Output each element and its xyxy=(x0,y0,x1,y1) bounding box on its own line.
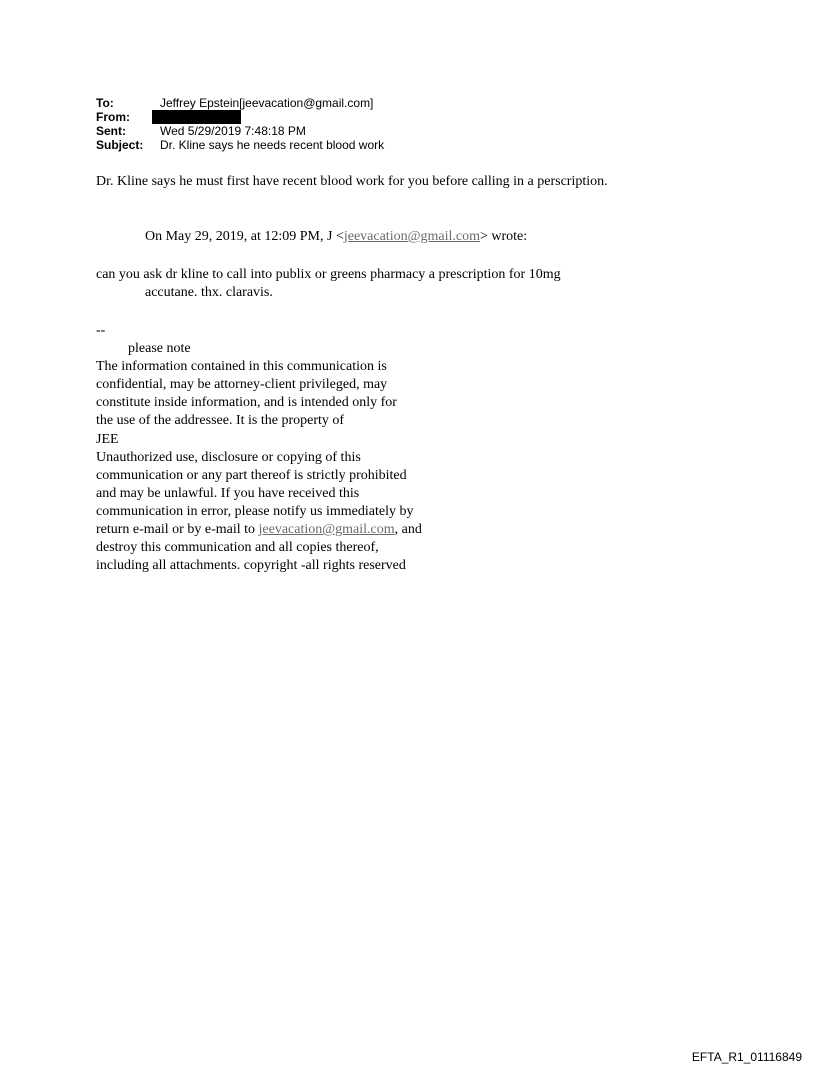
sent-value: Wed 5/29/2019 7:48:18 PM xyxy=(160,124,306,138)
subject-label: Subject: xyxy=(96,138,144,152)
signature-line: the use of the addressee. It is the property of xyxy=(96,413,345,429)
subject-row xyxy=(96,138,384,152)
signature-note: please note xyxy=(128,341,191,357)
signature-email-prefix: return e-mail or by e-mail to xyxy=(96,522,259,538)
signature-line: The information contained in this communication is xyxy=(96,359,387,375)
to-row xyxy=(96,96,384,110)
from-label: From: xyxy=(96,110,130,124)
signature-separator: -- xyxy=(96,323,106,338)
signature-email-link[interactable]: jeevacation@gmail.com xyxy=(258,522,395,538)
signature-line: confidential, may be attorney-client privileged, may xyxy=(96,377,388,393)
sent-row xyxy=(96,124,384,138)
sent-label: Sent: xyxy=(96,124,126,138)
quote-intro-suffix: > wrote: xyxy=(479,229,528,244)
signature-email-line xyxy=(96,521,422,539)
message-text: Dr. Kline says he must first have recent blood work for you before calling in a perscription. xyxy=(96,174,608,189)
quote-intro-prefix: On May 29, 2019, at 12:09 PM, J < xyxy=(145,229,344,244)
signature-line: including all attachments. copyright -all rights reserved xyxy=(96,558,406,574)
subject-value: Dr. Kline says he needs recent blood work xyxy=(160,138,385,152)
signature-line: and may be unlawful. If you have received this xyxy=(96,485,360,501)
signature-line: communication or any part thereof is strictly prohibited xyxy=(96,467,407,483)
signature-block xyxy=(96,322,422,575)
signature-line: destroy this communication and all copies thereof, xyxy=(96,540,379,556)
signature-line: constitute inside information, and is intended only for xyxy=(96,395,397,411)
quoted-message xyxy=(96,266,656,302)
quote-intro xyxy=(145,229,527,245)
from-row xyxy=(96,110,384,124)
signature-line: Unauthorized use, disclosure or copying of this xyxy=(96,449,361,465)
to-value: Jeffrey Epstein[jeevacation@gmail.com] xyxy=(160,96,374,110)
quote-email-link[interactable]: jeevacation@gmail.com xyxy=(343,229,480,244)
document-id: EFTA_R1_01116849 xyxy=(691,1050,802,1064)
signature-line: communication in error, please notify us immediately by xyxy=(96,503,414,519)
email-header xyxy=(96,96,384,152)
signature-email-suffix: , and xyxy=(394,522,422,538)
to-label: To: xyxy=(96,96,114,110)
from-value xyxy=(160,110,241,124)
quoted-line-1: can you ask dr kline to call into publix or greens pharmacy a prescription for 10mg xyxy=(96,267,561,282)
signature-line: JEE xyxy=(96,431,119,447)
redaction-block xyxy=(152,110,241,124)
quoted-line-2: accutane. thx. claravis. xyxy=(145,285,273,300)
